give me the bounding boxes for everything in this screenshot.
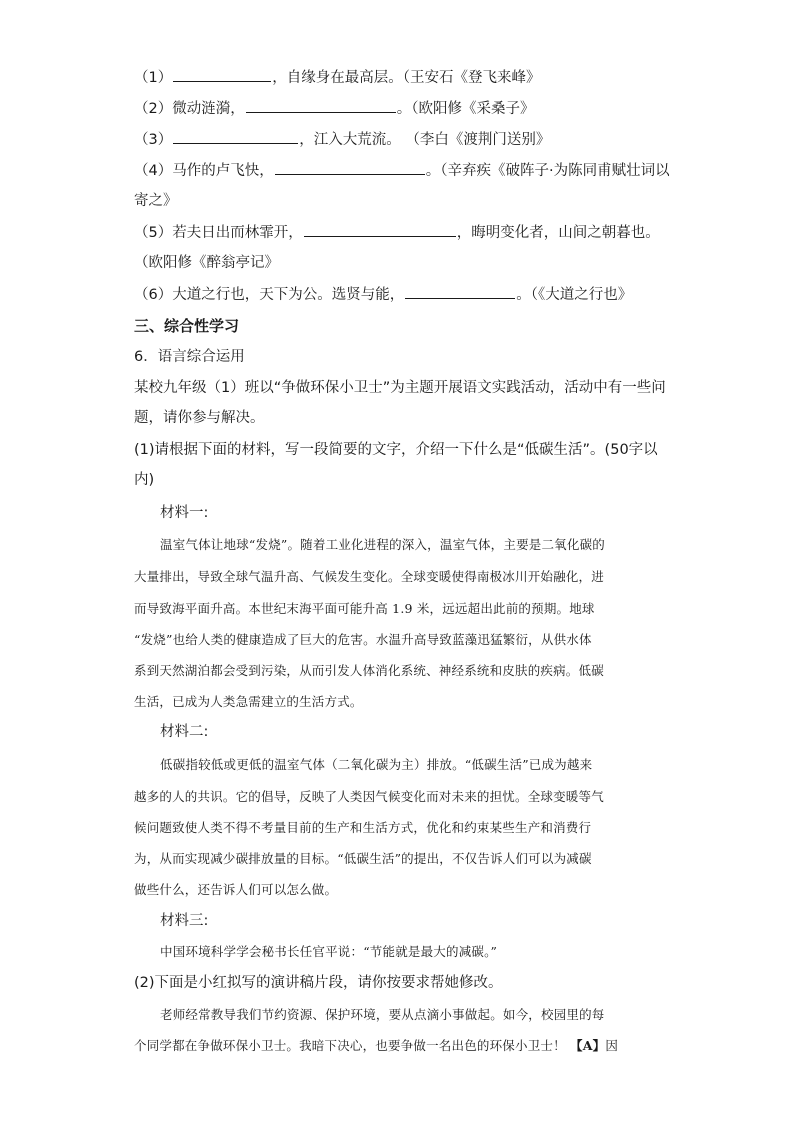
material-2-line: 为，从而实现减少碳排放量的目标。“低碳生活”的提出，不仅告诉人们可以为减碳 (134, 851, 592, 866)
item-text: （6）大道之行也，天下为公。选贤与能， (134, 287, 405, 303)
speech-text: 因 (605, 1038, 619, 1053)
material-2-line: 越多的人的共识。它的倡导，反映了人类因气候变化而对未来的担忧。全球变暖等气 (134, 789, 604, 804)
material-1-line: 而导致海平面升高。本世纪末海平面可能升高 1.9 米，远远超出此前的预期。地球 (134, 601, 595, 616)
material-2-line: 做些什么，还告诉人们可以怎么做。 (134, 882, 338, 897)
material-3-label: 材料三: (160, 913, 209, 929)
material-1-line: “发烧”也给人类的健康造成了巨大的危害。水温升高导致蓝藻迅猛繁衍，从供水体 (134, 632, 592, 647)
item-text: ，自缘身在最高层。（王安石《登飞来峰》 (272, 70, 541, 86)
speech-line: 老师经常教导我们节约资源、保护环境，要从点滴小事做起。如今，校园里的每 (160, 1007, 605, 1022)
material-1-line: 温室气体让地球“发烧”。随着工业化进程的深入，温室气体，主要是二氧化碳的 (160, 537, 605, 552)
fill-in-item-1 (134, 67, 540, 88)
item-text: （5）若夫日出而林霏开， (134, 225, 303, 241)
item-text: ，江入大荒流。 （李白《渡荆门送别》 (299, 132, 551, 148)
item-text: 。（《大道之行也》 (516, 287, 633, 303)
item-text: （3） (134, 132, 173, 148)
item-text: （4）马作的卢飞快， (134, 163, 274, 179)
item-text: ，晦明变化者，山间之朝暮也。 (456, 225, 660, 241)
speech-text: 个同学都在争做环保小卫士。我暗下决心，也要争做一名出色的环保小卫士！ (134, 1038, 566, 1053)
task-2: (2)下面是小红拟写的演讲稿片段，请你按要求帮她修改。 (134, 975, 503, 991)
fill-in-item-4-cont (134, 191, 178, 211)
item-text: （1） (134, 70, 173, 86)
item-text: 。（辛弃疾《破阵子·为陈同甫赋壮词以 (425, 163, 670, 179)
intro-text: 题，请你参与解决。 (134, 410, 265, 426)
fill-in-item-6 (134, 284, 632, 305)
intro-text: 某校九年级（1）班以“争做环保小卫士”为主题开展语文实践活动，活动中有一些问 (134, 380, 666, 396)
fill-in-item-3 (134, 129, 550, 150)
task-1-cont: 内) (134, 472, 155, 488)
answer-blank[interactable] (405, 284, 515, 299)
answer-blank[interactable] (246, 98, 396, 113)
material-2-label: 材料二: (160, 724, 209, 740)
answer-blank[interactable] (173, 129, 298, 144)
material-1-line: 大量排出，导致全球气温升高、气候发生变化。全球变暖使得南极冰川开始融化，进 (134, 569, 604, 584)
speech-marker: 【A】 (570, 1038, 606, 1053)
fill-in-item-5-cont (134, 253, 279, 273)
material-3-line: 中国环境科学学会秘书长任官平说：“节能就是最大的减碳。” (160, 944, 498, 959)
material-1-label: 材料一: (160, 505, 209, 521)
material-2-line: 低碳指较低或更低的温室气体（二氧化碳为主）排放。“低碳生活”已成为越来 (160, 757, 593, 772)
answer-blank[interactable] (173, 67, 271, 82)
fill-in-item-5 (134, 222, 660, 243)
material-2-line: 候问题致使人类不得不考量目前的生产和生活方式，优化和约束某些生产和消费行 (134, 820, 592, 835)
item-text: 。（欧阳修《采桑子》 (396, 101, 535, 117)
task-1: (1)请根据下面的材料，写一段简要的文字，介绍一下什么是“低碳生活”。(50字以 (134, 442, 658, 458)
material-1-line: 生活，已成为人类急需建立的生活方式。 (134, 694, 363, 709)
item-text: 寄之》 (134, 193, 178, 209)
answer-blank[interactable] (275, 160, 425, 175)
item-text: （欧阳修《醉翁亭记》 (134, 255, 279, 271)
fill-in-item-4 (134, 160, 670, 181)
item-text: （2）微动涟漪， (134, 101, 245, 117)
speech-line (134, 1036, 618, 1056)
material-1-line: 系到天然湖泊都会受到污染，从而引发人体消化系统、神经系统和皮肤的疾病。低碳 (134, 663, 604, 678)
answer-blank[interactable] (304, 222, 456, 237)
question-title: 6．语言综合运用 (134, 349, 245, 365)
fill-in-item-2 (134, 98, 534, 119)
section-heading: 三、综合性学习 (134, 317, 240, 335)
